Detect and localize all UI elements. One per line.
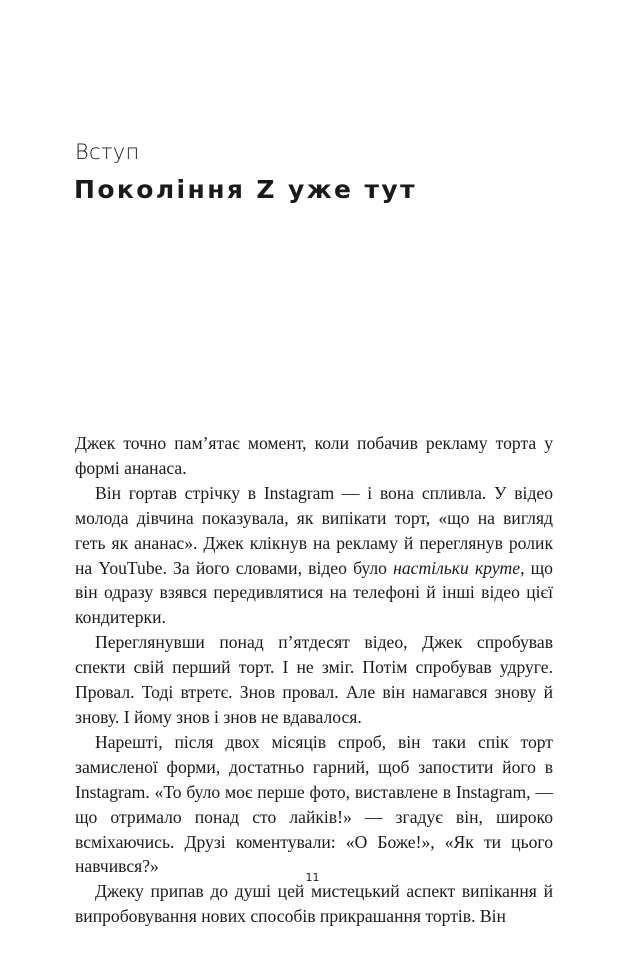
paragraph-1 [75,431,553,481]
paragraph-3 [75,630,553,730]
text-run: Він гортав стрічку в Instagram — і вона спливла. У відео молода дівчина показувала, як випікати торт, «що на вигляд геть як ананас». Джек клікнув на рекламу й переглянув ролик на YouTube. За його словами, відео було [75,482,553,578]
paragraph-4 [75,730,553,879]
paragraph-5 [75,879,553,929]
text-run: Нарешті, після двох місяців спроб, він таки спік торт замисленої форми, достатньо гарний, щоб запостити його в Instagram. «То було моє перше фото, виставлене в Instagram, — що отримало понад сто лайків!» — згадує він, широко всміхаючись. Друзі коментували: «О Боже!», «Як ти цього навчився?» [75,731,553,877]
emphasis-text: настільки круте [393,557,521,578]
text-run: Джек точно пам’ятає момент, коли побачив рекламу торта у формі ананаса. [75,433,553,478]
body-text [75,431,553,929]
text-run: , що він одразу взявся передивлятися на телефоні й інші відео цієї кондитерки. [75,557,553,628]
text-run: Переглянувши понад п’ятдесят відео, Джек спробував спекти свій перший торт. І не зміг. Потім спробував удруге. Провал. Тоді втретє. Знов провал. Але він намагався знову й знову. І йому знов і знов не вдавалося. [75,632,553,727]
paragraph-2 [75,481,553,630]
chapter-kicker: Вступ [75,140,140,164]
chapter-title: Покоління Z уже тут [74,175,417,204]
text-run: Джеку припав до душі цей мистецький аспект випікання й випробовування нових способів прикрашання тортів. Він [75,881,553,927]
page-number: 11 [305,871,320,884]
